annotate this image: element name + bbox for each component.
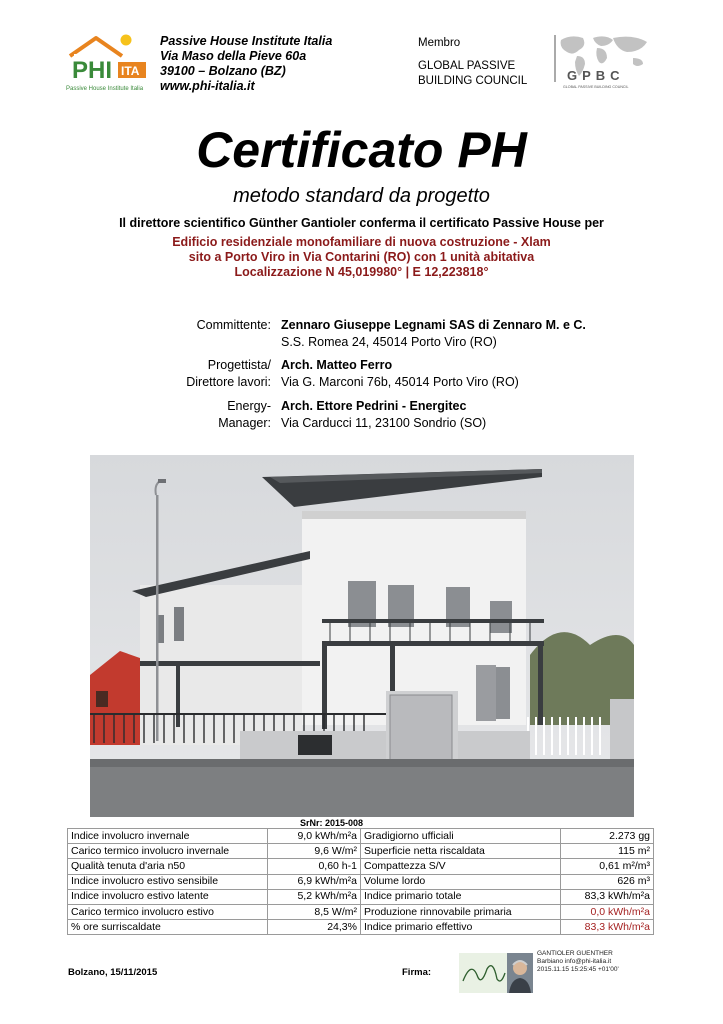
energy-manager-value — [281, 398, 486, 431]
institute-city: 39100 – Bolzano (BZ) — [160, 64, 286, 78]
metric-label: Indice involucro estivo latente — [68, 889, 268, 904]
progettista-name: Arch. Matteo Ferro — [281, 358, 393, 372]
progettista-value — [281, 357, 519, 390]
metric-label: Qualità tenuta d'aria n50 — [68, 859, 268, 874]
institute-website: www.phi-italia.it — [160, 79, 255, 93]
signature-image — [459, 953, 533, 993]
metric-label: Carico termico involucro estivo — [68, 904, 268, 919]
logo-caption: Passive House Institute Italia — [66, 86, 144, 92]
metric-label: Produzione rinnovabile primaria — [360, 904, 560, 919]
institute-street: Via Maso della Pieve 60a — [160, 49, 307, 63]
metric-label: Indice involucro estivo sensibile — [68, 874, 268, 889]
logo-ita-text: ITA — [121, 64, 140, 78]
energy-manager-name: Arch. Ettore Pedrini - Energitec — [281, 399, 467, 413]
signer-email: Barbiano info@phi-italia.it — [537, 958, 612, 965]
serial-number: SrNr: 2015-008 — [300, 818, 364, 828]
metric-value-highlight: 83,3 kWh/m²a — [561, 920, 654, 935]
metric-label: Volume lordo — [360, 874, 560, 889]
table-row — [68, 844, 654, 859]
metric-value-highlight: 0,0 kWh/m²a — [561, 904, 654, 919]
progettista-label — [0, 357, 271, 390]
metric-label: Indice primario totale — [360, 889, 560, 904]
table-row — [68, 874, 654, 889]
progettista-label-1: Progettista/ — [207, 358, 271, 372]
progettista-address: Via G. Marconi 76b, 45014 Porto Viro (RO) — [281, 374, 519, 389]
signature-label: Firma: — [402, 967, 432, 978]
gpbc-line-2: BUILDING COUNCIL — [418, 75, 528, 87]
metric-value: 626 m³ — [561, 874, 654, 889]
table-row — [68, 889, 654, 904]
building-line-2: sito a Porto Viro in Via Contarini (RO) con 1 unità abitativa — [188, 250, 535, 264]
gpbc-logo-caption: GLOBAL PASSIVE BUILDING COUNCIL — [563, 85, 629, 89]
metric-label: Gradigiorno ufficiali — [360, 829, 560, 844]
signer-name: GANTIOLER GUENTHER — [537, 950, 613, 957]
metric-value: 6,9 kWh/m²a — [268, 874, 361, 889]
gpbc-logo-text: GPBC — [567, 68, 625, 83]
signature-timestamp: 2015.11.15 15:25:45 +01'00' — [537, 966, 619, 973]
table-row — [68, 904, 654, 919]
certificate-confirmation: Il direttore scientifico Günther Gantioler conferma il certificato Passive House per — [119, 216, 604, 230]
metric-label: Compattezza S/V — [360, 859, 560, 874]
metric-value: 115 m² — [561, 844, 654, 859]
house-photo — [90, 455, 634, 817]
logo-phi-text: PHI — [72, 57, 113, 84]
certificate-title: Certificato PH — [196, 122, 527, 178]
building-description — [0, 235, 723, 280]
committente-value — [281, 317, 586, 350]
institute-address — [160, 34, 332, 94]
table-row — [68, 829, 654, 844]
metric-label: Superficie netta riscaldata — [360, 844, 560, 859]
metric-label: Indice primario effettivo — [360, 920, 560, 935]
metric-value: 0,60 h-1 — [268, 859, 361, 874]
metric-label: Indice involucro invernale — [68, 829, 268, 844]
committente-label: Committente: — [196, 318, 271, 332]
gpbc-logo — [553, 32, 655, 90]
metric-value: 2.273 gg — [561, 829, 654, 844]
metric-value: 24,3% — [268, 920, 361, 935]
certificate-subtitle: metodo standard da progetto — [233, 185, 490, 207]
digital-signature-text — [537, 950, 619, 974]
progettista-label-2: Direttore lavori: — [186, 374, 271, 389]
energy-manager-address: Via Carducci 11, 23100 Sondrio (SO) — [281, 415, 487, 430]
table-row — [68, 920, 654, 935]
phi-italia-logo — [66, 34, 154, 92]
committente-name: Zennaro Giuseppe Legnami SAS di Zennaro M. e C. — [281, 318, 586, 332]
metric-label: % ore surriscaldate — [68, 920, 268, 935]
metric-value: 9,0 kWh/m²a — [268, 829, 361, 844]
building-localization: Localizzazione N 45,019980° | E 12,223818° — [234, 265, 489, 279]
metric-value: 5,2 kWh/m²a — [268, 889, 361, 904]
building-line-1: Edificio residenziale monofamiliare di nuova costruzione - Xlam — [172, 235, 551, 249]
institute-name: Passive House Institute Italia — [160, 34, 333, 48]
table-row — [68, 859, 654, 874]
membership-block — [418, 36, 527, 89]
place-date: Bolzano, 15/11/2015 — [68, 967, 158, 978]
membro-label: Membro — [418, 37, 461, 49]
metric-value: 0,61 m²/m³ — [561, 859, 654, 874]
metric-label: Carico termico involucro invernale — [68, 844, 268, 859]
energy-label-2: Manager: — [218, 415, 271, 430]
energy-manager-label — [0, 398, 271, 431]
performance-table — [67, 828, 654, 935]
energy-label-1: Energy- — [227, 399, 271, 413]
metric-value: 9,6 W/m² — [268, 844, 361, 859]
committente-address: S.S. Romea 24, 45014 Porto Viro (RO) — [281, 334, 497, 349]
metric-value: 8,5 W/m² — [268, 904, 361, 919]
gpbc-line-1: GLOBAL PASSIVE — [418, 60, 516, 72]
metric-value: 83,3 kWh/m²a — [561, 889, 654, 904]
